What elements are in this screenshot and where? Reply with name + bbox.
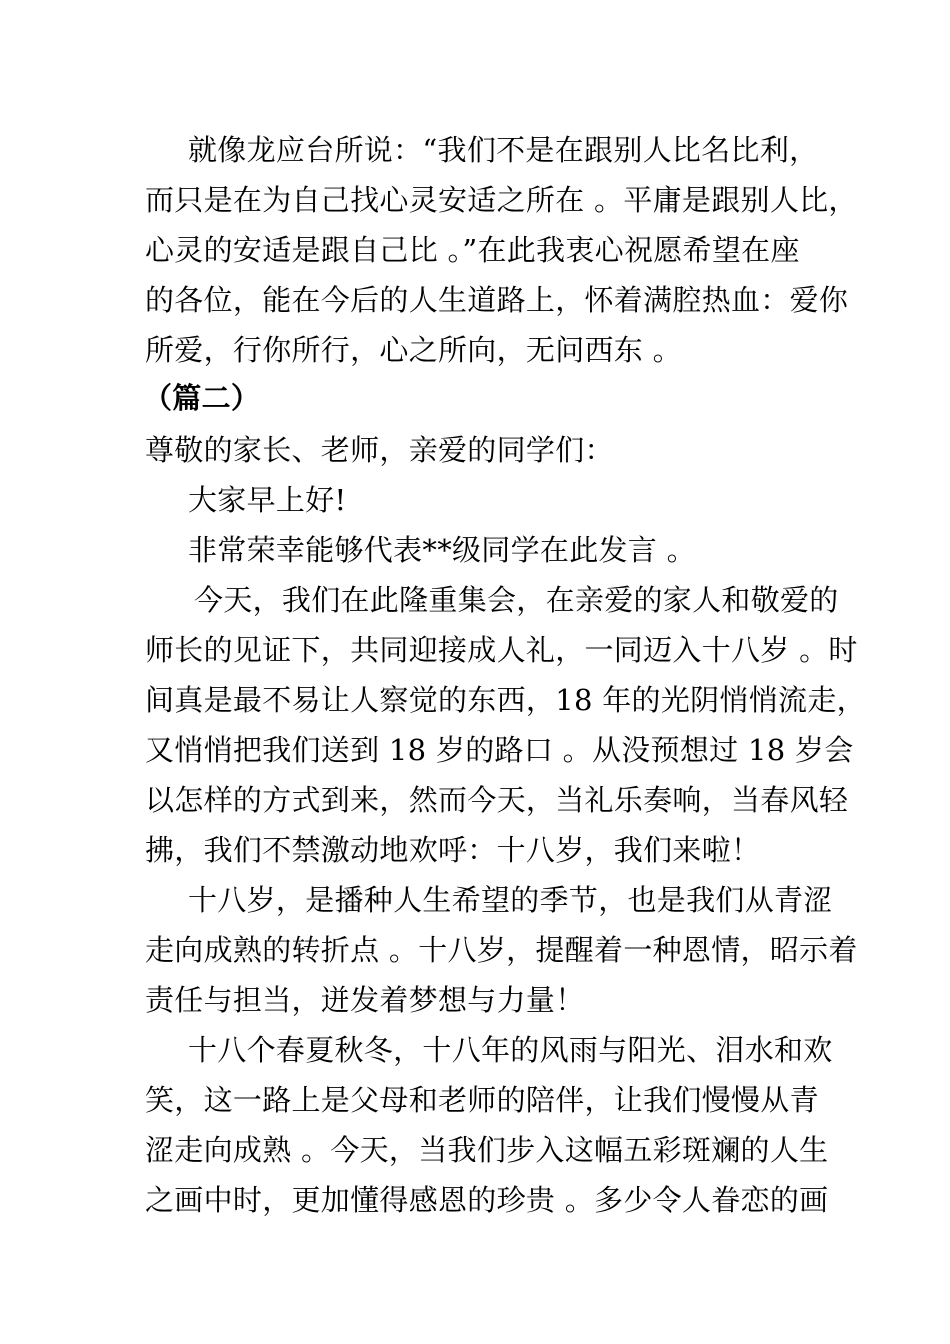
paragraph-line: 责任与担当，迸发着梦想与力量！ — [145, 983, 585, 1017]
paragraph-line: 非常荣幸能够代表**级同学在此发言 。 — [188, 533, 696, 567]
paragraph-line: 走向成熟的转折点 。十八岁，提醒着一种恩情，昭示着 — [145, 933, 858, 967]
paragraph-line: 十八岁，是播种人生希望的季节，也是我们从青涩 — [188, 883, 833, 917]
paragraph-line: 十八个春夏秋冬，十八年的风雨与阳光、泪水和欢 — [188, 1033, 833, 1067]
greeting-line: 大家早上好! — [188, 483, 347, 517]
paragraph-line: 间真是最不易让人察觉的东西，18 年的光阴悄悄流走， — [145, 683, 866, 717]
paragraph-line: 师长的见证下，共同迎接成人礼，一同迈入十八岁 。时 — [145, 633, 858, 667]
paragraph-line: 今天，我们在此隆重集会，在亲爱的家人和敬爱的 — [194, 583, 839, 617]
paragraph-line: 心灵的安适是跟自己比 。”在此我衷心祝愿希望在座 — [145, 233, 800, 267]
paragraph-line: 拂，我们不禁激动地欢呼：十八岁，我们来啦！ — [145, 833, 761, 867]
paragraph-line: 就像龙应台所说：“我们不是在跟别人比名比利， — [188, 133, 819, 167]
paragraph-line: 以怎样的方式到来，然而今天，当礼乐奏响，当春风轻 — [145, 783, 849, 817]
salutation-line: 尊敬的家长、老师，亲爱的同学们： — [145, 433, 614, 467]
paragraph-line: 的各位，能在今后的人生道路上，怀着满腔热血：爱你 — [145, 283, 849, 317]
paragraph-line: 笑，这一路上是父母和老师的陪伴，让我们慢慢从青 — [145, 1083, 819, 1117]
paragraph-line: 又悄悄把我们送到 18 岁的路口 。从没预想过 18 岁会 — [145, 733, 854, 767]
paragraph-line: 而只是在为自己找心灵安适之所在 。平庸是跟别人比， — [145, 183, 858, 217]
section-heading: （篇二） — [143, 381, 261, 415]
paragraph-line: 之画中时，更加懂得感恩的珍贵 。多少令人眷恋的画 — [145, 1183, 829, 1217]
paragraph-line: 所爱，行你所行，心之所向，无问西东 。 — [145, 333, 682, 367]
paragraph-line: 涩走向成熟 。今天，当我们步入这幅五彩斑斓的人生 — [145, 1133, 829, 1167]
